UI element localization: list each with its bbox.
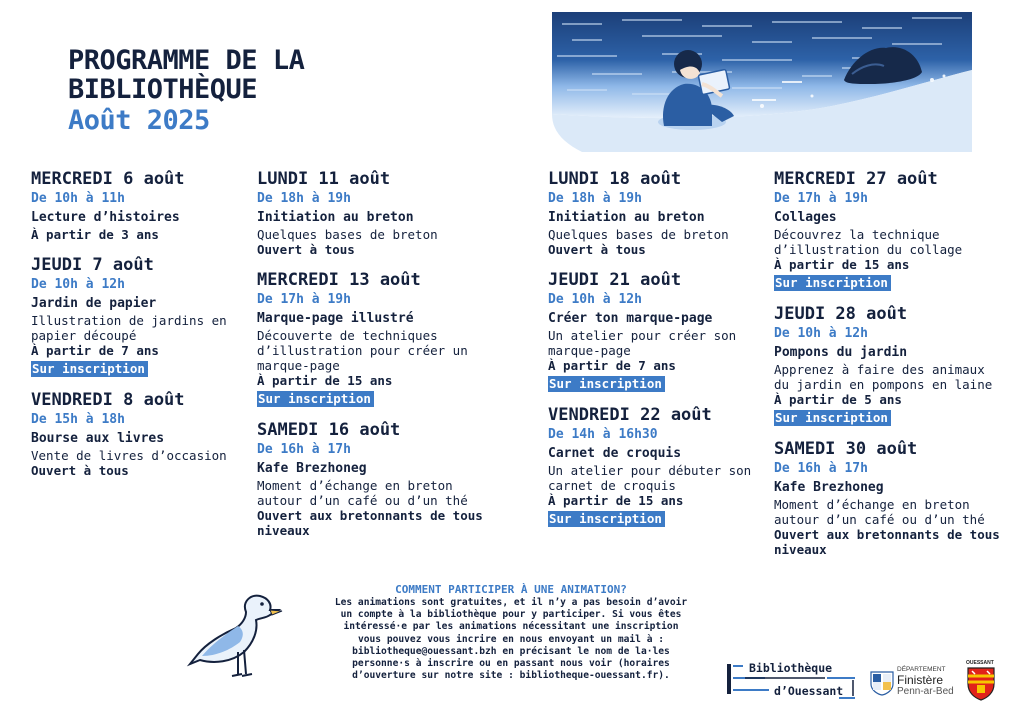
town-name: OUESSANT (966, 660, 994, 666)
event-time: De 18h à 19h (548, 191, 642, 206)
event-day: MERCREDI 6 août (31, 169, 185, 189)
library-logo (727, 658, 857, 702)
event-time: De 15h à 18h (31, 412, 125, 427)
event-day: LUNDI 18 août (548, 169, 682, 189)
event-time: De 16h à 17h (257, 442, 351, 457)
seagull-icon (186, 590, 286, 682)
event-time: De 18h à 19h (257, 191, 351, 206)
event (548, 404, 774, 527)
column-4 (774, 168, 1000, 569)
girl-reading-by-sea-illustration (552, 10, 972, 152)
event (774, 438, 1000, 557)
dept-subtitle: Penn-ar-Bed (897, 686, 954, 697)
event-description: Vente de livres d’occasion (31, 448, 227, 463)
event-time: De 14h à 16h30 (548, 427, 658, 442)
event-day: VENDREDI 22 août (548, 405, 712, 425)
library-logo-line-1: Bibliothèque (749, 661, 833, 675)
event-age: Ouvert à tous (257, 242, 355, 257)
event-name: Initiation au breton (548, 210, 705, 225)
event-description: Découvrez la technique d’illustration du collage (774, 227, 963, 257)
event (31, 254, 257, 377)
event-name: Jardin de papier (31, 296, 157, 311)
event-name: Carnet de croquis (548, 446, 682, 461)
town-crest-icon (967, 667, 995, 701)
event-description: Moment d’échange en breton autour d’un café ou d’un thé (257, 478, 468, 508)
column-3 (548, 168, 774, 539)
event-day: VENDREDI 8 août (31, 390, 185, 410)
event-day: SAMEDI 30 août (774, 439, 918, 459)
event-time: De 17h à 19h (774, 191, 868, 206)
event-day: MERCREDI 13 août (257, 270, 421, 290)
event-time: De 17h à 19h (257, 292, 351, 307)
registration-badge: Sur inscription (548, 511, 665, 527)
event-audience: Ouvert aux bretonnants de tous niveaux (257, 508, 483, 538)
event-age: Ouvert à tous (548, 242, 646, 257)
event (774, 168, 1000, 291)
registration-badge: Sur inscription (257, 391, 374, 407)
title-line-1: PROGRAMME DE LA (68, 45, 305, 76)
event-age: À partir de 7 ans (31, 343, 159, 358)
finistere-logo (870, 666, 960, 700)
event-age: À partir de 7 ans (548, 358, 676, 373)
event-name: Pompons du jardin (774, 345, 908, 360)
event-description: Apprenez à faire des animaux du jardin en pompons en laine (774, 362, 993, 392)
registration-badge: Sur inscription (774, 410, 891, 426)
event-day: SAMEDI 16 août (257, 420, 401, 440)
event-day: JEUDI 7 août (31, 255, 154, 275)
ouessant-crest (966, 660, 996, 704)
event-time: De 10h à 12h (774, 326, 868, 341)
event-description: Quelques bases de breton (548, 227, 729, 242)
event-time: De 10h à 12h (548, 292, 642, 307)
event-name: Marque-page illustré (257, 311, 414, 326)
event-age: À partir de 15 ans (774, 257, 910, 272)
event (548, 168, 774, 257)
event-day: JEUDI 28 août (774, 304, 908, 324)
event-description: Moment d’échange en breton autour d’un café ou d’un thé (774, 497, 985, 527)
event-description: Un atelier pour créer son marque-page (548, 328, 737, 358)
participation-text: Les animations sont gratuites, et il n’y a pas besoin d’avoir un compte à la bibliothèque pour y participer. Si vous êtes intéressé·e par les animations nécessitant une inscription vous pouvez vous incrire en nous envoyant un mail à : bibliotheque@ouessant.bzh en précisant le nom de la·les personne·s à inscrire ou en passant nous voir (horaires d’ouverture sur notre site : bibliotheque-ouessant.fr). (334, 597, 688, 682)
event-age: À partir de 15 ans (257, 373, 393, 388)
registration-badge: Sur inscription (31, 361, 148, 377)
event-day: JEUDI 21 août (548, 270, 682, 290)
registration-badge: Sur inscription (548, 376, 665, 392)
registration-badge: Sur inscription (774, 275, 891, 291)
event (257, 419, 483, 538)
event-time: De 10h à 12h (31, 277, 125, 292)
column-2 (257, 168, 483, 550)
dept-name: Finistère (897, 673, 944, 687)
event-description: Quelques bases de breton (257, 227, 438, 242)
event (31, 168, 257, 242)
event (548, 269, 774, 392)
library-logo-line-2: d’Ouessant (774, 684, 844, 698)
event-age: Ouvert à tous (31, 463, 129, 478)
event-time: De 16h à 17h (774, 461, 868, 476)
column-1 (31, 168, 257, 490)
page-title (68, 46, 304, 135)
event-description: Découverte de techniques d’illustration pour créer un marque-page (257, 328, 468, 373)
event (774, 303, 1000, 426)
event (31, 389, 257, 478)
event-age: À partir de 5 ans (774, 392, 902, 407)
event-age: À partir de 15 ans (548, 493, 684, 508)
event-day: MERCREDI 27 août (774, 169, 938, 189)
event-name: Initiation au breton (257, 210, 414, 225)
participation-title: COMMENT PARTICIPER À UNE ANIMATION? (395, 583, 627, 596)
event-name: Collages (774, 210, 837, 225)
title-month: Août 2025 (68, 105, 210, 136)
event-name: Kafe Brezhoneg (774, 480, 884, 495)
event-name: Lecture d’histoires (31, 210, 180, 225)
event-time: De 10h à 11h (31, 191, 125, 206)
event-audience: Ouvert aux bretonnants de tous niveaux (774, 527, 1000, 557)
event-age: À partir de 3 ans (31, 227, 159, 242)
participation-info (330, 583, 692, 682)
event-day: LUNDI 11 août (257, 169, 391, 189)
event (257, 168, 483, 257)
title-line-2: BIBLIOTHÈQUE (68, 74, 258, 105)
event-name: Créer ton marque-page (548, 311, 713, 326)
finistere-shield-icon (870, 670, 894, 696)
event (257, 269, 483, 407)
event-description: Illustration de jardins en papier découpé (31, 313, 227, 343)
event-name: Kafe Brezhoneg (257, 461, 367, 476)
dept-label-small: DÉPARTEMENT (897, 666, 946, 673)
event-description: Un atelier pour débuter son carnet de croquis (548, 463, 752, 493)
event-name: Bourse aux livres (31, 431, 165, 446)
